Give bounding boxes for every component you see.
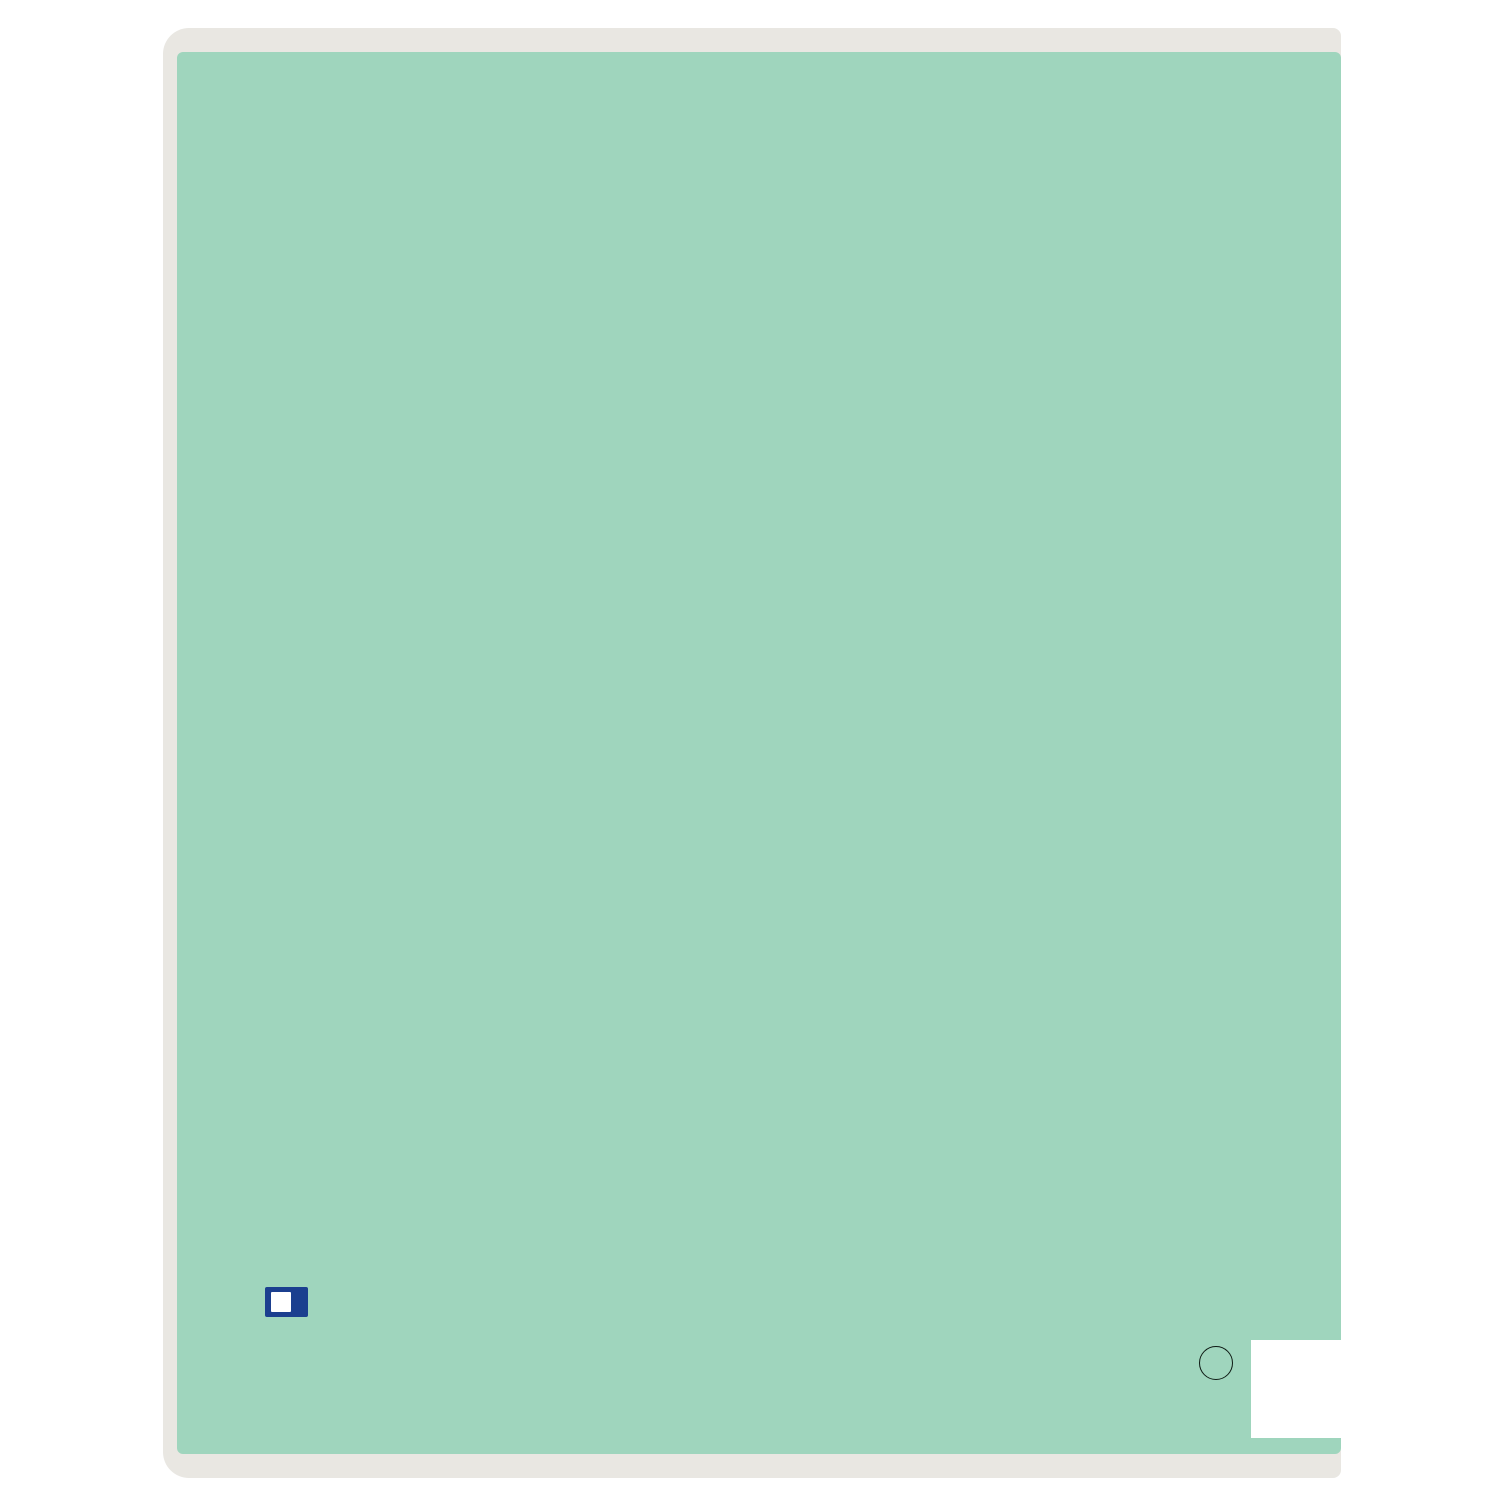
measures-column-right [773,887,1333,923]
measures-column-left [337,887,777,923]
barcode-bars [1257,1346,1341,1418]
barcode [1251,1340,1341,1438]
age-rating-badge [1199,1346,1233,1380]
brauberg-logo-mark [271,1292,291,1312]
brauberg-logo [265,1287,308,1317]
multiplication-table [425,235,1105,273]
brand-row [265,1287,1265,1317]
footer [265,1287,1265,1330]
notebook-back-cover [177,52,1341,1454]
